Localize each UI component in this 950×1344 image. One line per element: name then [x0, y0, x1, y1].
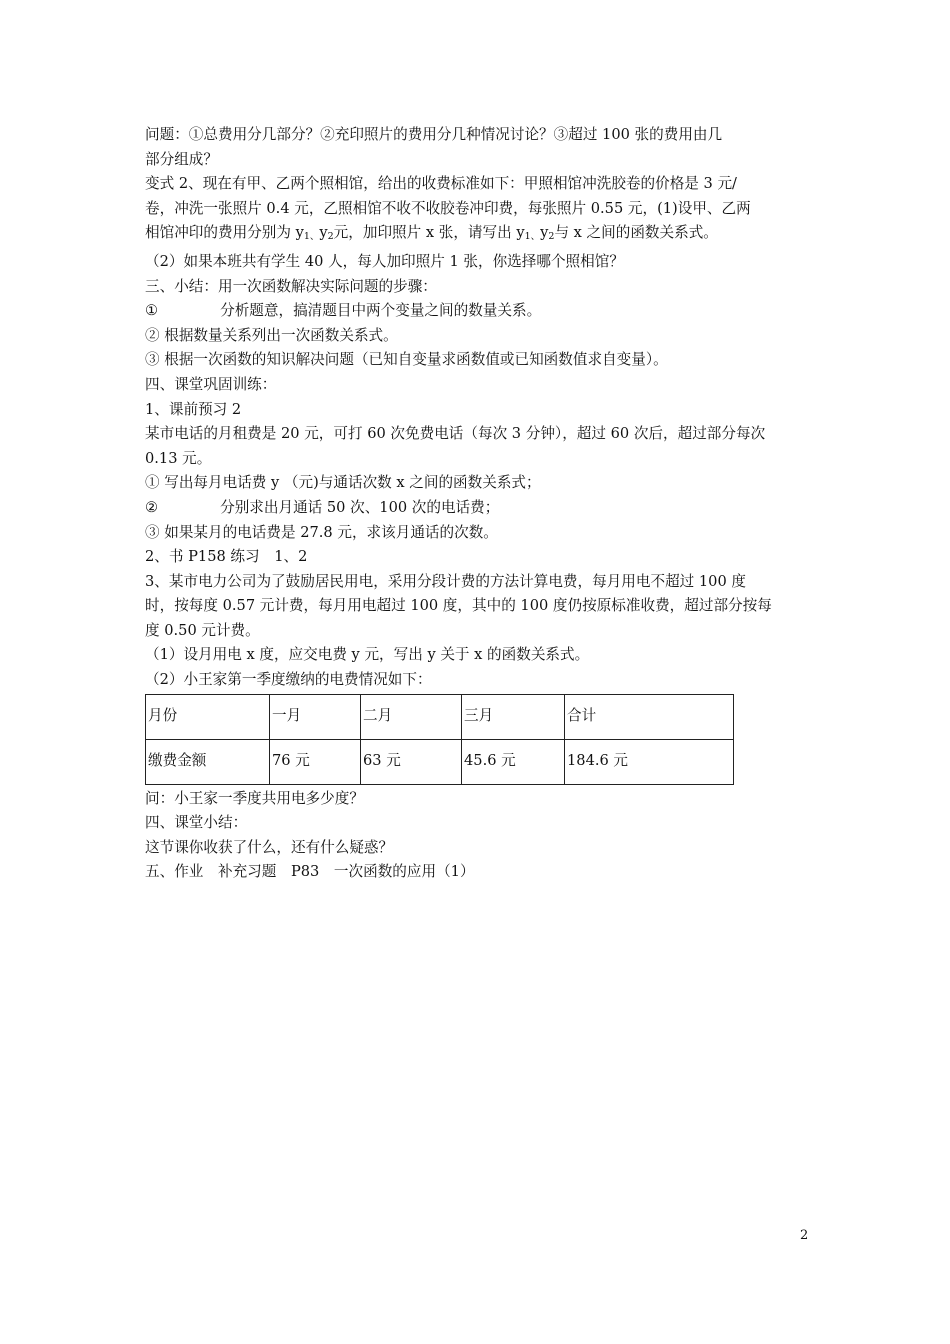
text-line: 问：小王家一季度共用电多少度？: [145, 789, 364, 807]
text-line: （2）小王家第一季度缴纳的电费情况如下：: [145, 671, 432, 689]
table-header-row: [146, 694, 734, 739]
text-line-with-subscripts: [145, 221, 825, 250]
text-segment: 相馆冲印的费用分别为 y: [145, 224, 304, 242]
text-line: [145, 299, 825, 324]
text-segment: 元，加印照片 x 张，请写出 y: [333, 224, 525, 242]
text-segment: 分别求出月通话 50 次、100 次的电话费；: [220, 498, 500, 516]
subscript: 1、: [524, 231, 541, 243]
text-line: 卷，冲洗一张照片 0.4 元，乙照相馆不收不收胶卷冲印费，每张照片 0.55 元，(1)设甲、乙两: [145, 199, 751, 217]
table-cell: 合计: [565, 694, 734, 739]
text-line: 某市电话的月租费是 20 元，可打 60 次免费电话（每次 3 分钟），超过 60 次后，超过部分每次: [145, 425, 766, 443]
subscript: 1、: [303, 231, 320, 243]
table-cell: 一月: [270, 694, 361, 739]
text-line: ① 写出每月电话费 y （元)与通话次数 x 之间的函数关系式；: [145, 474, 541, 492]
text-line: 度 0.50 元计费。: [145, 621, 260, 639]
table-cell: 月份: [146, 694, 270, 739]
text-line: ② 根据数量关系列出一次函数关系式。: [145, 326, 398, 344]
text-line: ③ 如果某月的电话费是 27.8 元，求该月通话的次数。: [145, 523, 498, 541]
table-cell: 76 元: [270, 739, 361, 784]
table-cell: 63 元: [361, 739, 462, 784]
text-line: 时，按每度 0.57 元计费，每月用电超过 100 度，其中的 100 度仍按原标准收费，超过部分按每: [145, 597, 772, 615]
text-segment: y: [540, 224, 549, 242]
list-marker: ①: [145, 302, 159, 320]
text-line: 这节课你收获了什么，还有什么疑惑？: [145, 838, 394, 856]
section-heading: 五、作业 补充习题 P83 一次函数的应用（1）: [145, 863, 475, 881]
table-row: [146, 739, 734, 784]
text-segment: 与 x 之间的函数关系式。: [554, 224, 718, 242]
section-heading: 三、小结：用一次函数解决实际问题的步骤：: [145, 277, 437, 295]
text-line: 2、书 P158 练习 1、2: [145, 548, 308, 566]
text-line: 0.13 元。: [145, 449, 212, 467]
text-line: 1、课前预习 2: [145, 400, 242, 418]
table-cell: 45.6 元: [462, 739, 565, 784]
electricity-fee-table: [145, 694, 734, 785]
document-body: [145, 123, 825, 885]
subscript: 2: [327, 231, 334, 243]
section-heading: 四、课堂巩固训练：: [145, 375, 277, 393]
table-cell: 二月: [361, 694, 462, 739]
text-line: 3、某市电力公司为了鼓励居民用电，采用分段计费的方法计算电费，每月用电不超过 100 度: [145, 572, 746, 590]
text-line: （2）如果本班共有学生 40 人，每人加印照片 1 张，你选择哪个照相馆？: [145, 252, 624, 270]
text-line: ③ 根据一次函数的知识解决问题（已知自变量求函数值或已知函数值求自变量）。: [145, 351, 668, 369]
text-segment: y: [319, 224, 328, 242]
text-segment: 分析题意，搞清题目中两个变量之间的数量关系。: [220, 302, 542, 320]
text-line: 变式 2、现在有甲、乙两个照相馆，给出的收费标准如下：甲照相馆冲洗胶卷的价格是 3 元/: [145, 175, 737, 193]
table-cell: 缴费金额: [146, 739, 270, 784]
page-number: 2: [800, 1228, 809, 1243]
list-marker: ②: [145, 498, 159, 516]
text-line: 问题：①总费用分几部分？②充印照片的费用分几种情况讨论？③超过 100 张的费用由几: [145, 126, 723, 143]
table-cell: 三月: [462, 694, 565, 739]
text-line: （1）设月用电 x 度，应交电费 y 元，写出 y 关于 x 的函数关系式。: [145, 646, 590, 664]
section-heading: 四、课堂小结：: [145, 814, 248, 832]
subscript: 2: [548, 231, 555, 243]
text-line: 部分组成？: [145, 150, 218, 168]
text-line: [145, 496, 825, 521]
table-cell: 184.6 元: [565, 739, 734, 784]
